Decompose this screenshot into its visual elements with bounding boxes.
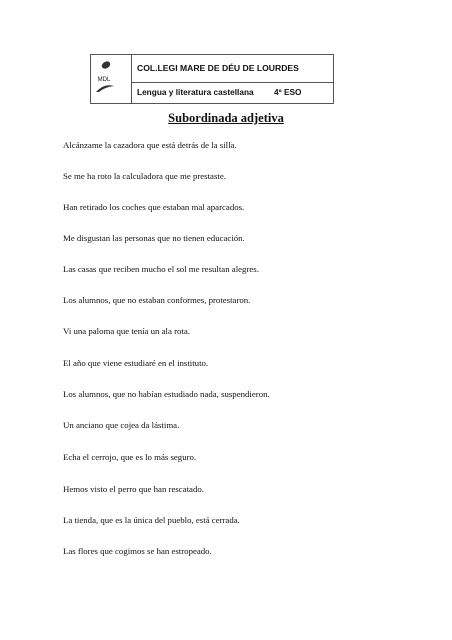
sentence-7: Vi una paloma que tenía un ala rota. (63, 326, 190, 336)
subject-row (131, 82, 333, 103)
sentence-13: La tienda, que es la única del pueblo, está cerrada. (63, 515, 240, 525)
sentence-4: Me disgustan las personas que no tienen educación. (63, 233, 245, 243)
sentence-6: Los alumnos, que no estaban conformes, protestaron. (63, 295, 251, 305)
sentence-11: Echa el cerrojo, que es lo más seguro. (63, 452, 197, 462)
subject-name: Lengua y literatura castellana (137, 87, 254, 97)
course-level: 4º ESO (274, 87, 302, 97)
sentence-8: El año que viene estudiaré en el instituto. (63, 358, 209, 368)
school-logo (91, 55, 132, 103)
sentence-10: Un anciano que cojea da lástima. (63, 420, 180, 430)
sentence-3: Han retirado los coches que estaban mal aparcados. (63, 202, 245, 212)
sentence-12: Hemos visto el perro que han rescatado. (63, 484, 204, 494)
sentence-9: Los alumnos, que no habían estudiado nada, suspendieron. (63, 389, 270, 399)
logo-text: MDL (97, 77, 111, 83)
school-header-table (90, 54, 334, 104)
school-name: COL.LEGI MARE DE DÉU DE LOURDES (131, 55, 333, 83)
page-title: Subordinada adjetiva (168, 111, 284, 125)
sentence-14: Las flores que cogimos se han estropeado. (63, 546, 212, 556)
sentence-1: Alcánzame la cazadora que está detrás de la silla. (63, 140, 237, 150)
sentence-2: Se me ha roto la calculadora que me prestaste. (63, 171, 226, 181)
sentence-5: Las casas que reciben mucho el sol me resultan alegres. (63, 264, 259, 274)
mdl-logo-icon (91, 55, 131, 103)
